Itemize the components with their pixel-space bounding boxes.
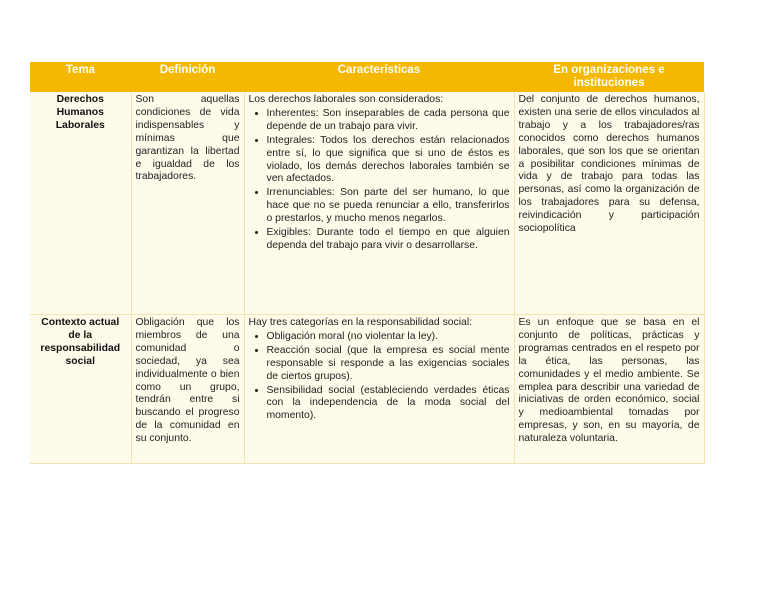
- table-row: [30, 315, 704, 464]
- list-item: • Reacción social (que la empresa es social mente responsable si responde a las exigencias sociales de ciertos grupos).: [267, 344, 510, 384]
- tema-cell: Derechos Humanos Laborales: [30, 92, 131, 315]
- organizaciones-cell: Del conjunto de derechos humanos, existen una serie de ellos vinculados al trabajo y a los trabajadores/ras conocidos como derechos humanos laborales, que son los que se orientan a posibilitar condiciones mínimas de vida y de trabajo para todas las personas, así como la organización de los trabajadores para su defensa, reivindicación y participación sociopolítica: [514, 92, 704, 315]
- comparison-table: [30, 62, 705, 464]
- caracteristicas-cell: [244, 315, 514, 464]
- list-item: • Sensibilidad social (estableciendo verdades éticas con la independencia de la moda social del momento).: [267, 384, 510, 424]
- table-row: [30, 92, 704, 315]
- definicion-cell: Son aquellas condiciones de vida indispensables y mínimas que garantizan la libertad e igualdad de los trabajadores.: [131, 92, 244, 315]
- list-item: • Irrenunciables: Son parte del ser humano, lo que hace que no se pueda renunciar a ello, transferirlos o prestarlos, y mucho menos negarlos.: [267, 186, 510, 226]
- header-caracteristicas: Características: [244, 62, 514, 92]
- organizaciones-cell: Es un enfoque que se basa en el conjunto de políticas, prácticas y programas centrados en el respeto por la ética, las personas, las comunidades y el medio ambiente. Se emplea para describir una variedad de iniciativas de orden económico, social y medioambiental tomadas por empresas, y son, en su mayoría, de naturaleza voluntaria.: [514, 315, 704, 464]
- definicion-cell: Obligación que los miembros de una comunidad o sociedad, ya sea individualmente o bien como un grupo, tendrán entre si buscando el progreso de la comunidad en su conjunto.: [131, 315, 244, 464]
- list-item: • Integrales: Todos los derechos están relacionados entre sí, lo que significa que si uno de éstos es violado, los demás derechos laborales también se ven afectados.: [267, 134, 510, 187]
- caracteristicas-cell: [244, 92, 514, 315]
- caracteristicas-list: [249, 107, 510, 253]
- header-tema: Tema: [30, 62, 131, 92]
- caracteristicas-intro: Hay tres categorías en la responsabilidad social:: [248, 317, 473, 328]
- header-definicion: Definición: [131, 62, 244, 92]
- header-row: [30, 62, 704, 92]
- tema-cell: Contexto actual de la responsabilidad social: [30, 315, 131, 464]
- list-item: • Obligación moral (no violentar la ley).: [267, 330, 510, 344]
- list-item: • Exigibles: Durante todo el tiempo en que alguien dependa del trabajo para vivir o desarrollarse.: [267, 226, 510, 253]
- list-item: • Inherentes: Son inseparables de cada persona que depende de un trabajo para vivir.: [267, 107, 510, 134]
- caracteristicas-intro: Los derechos laborales son considerados:: [248, 94, 444, 105]
- header-organizaciones: En organizaciones e instituciones: [514, 62, 704, 92]
- caracteristicas-list: [249, 330, 510, 423]
